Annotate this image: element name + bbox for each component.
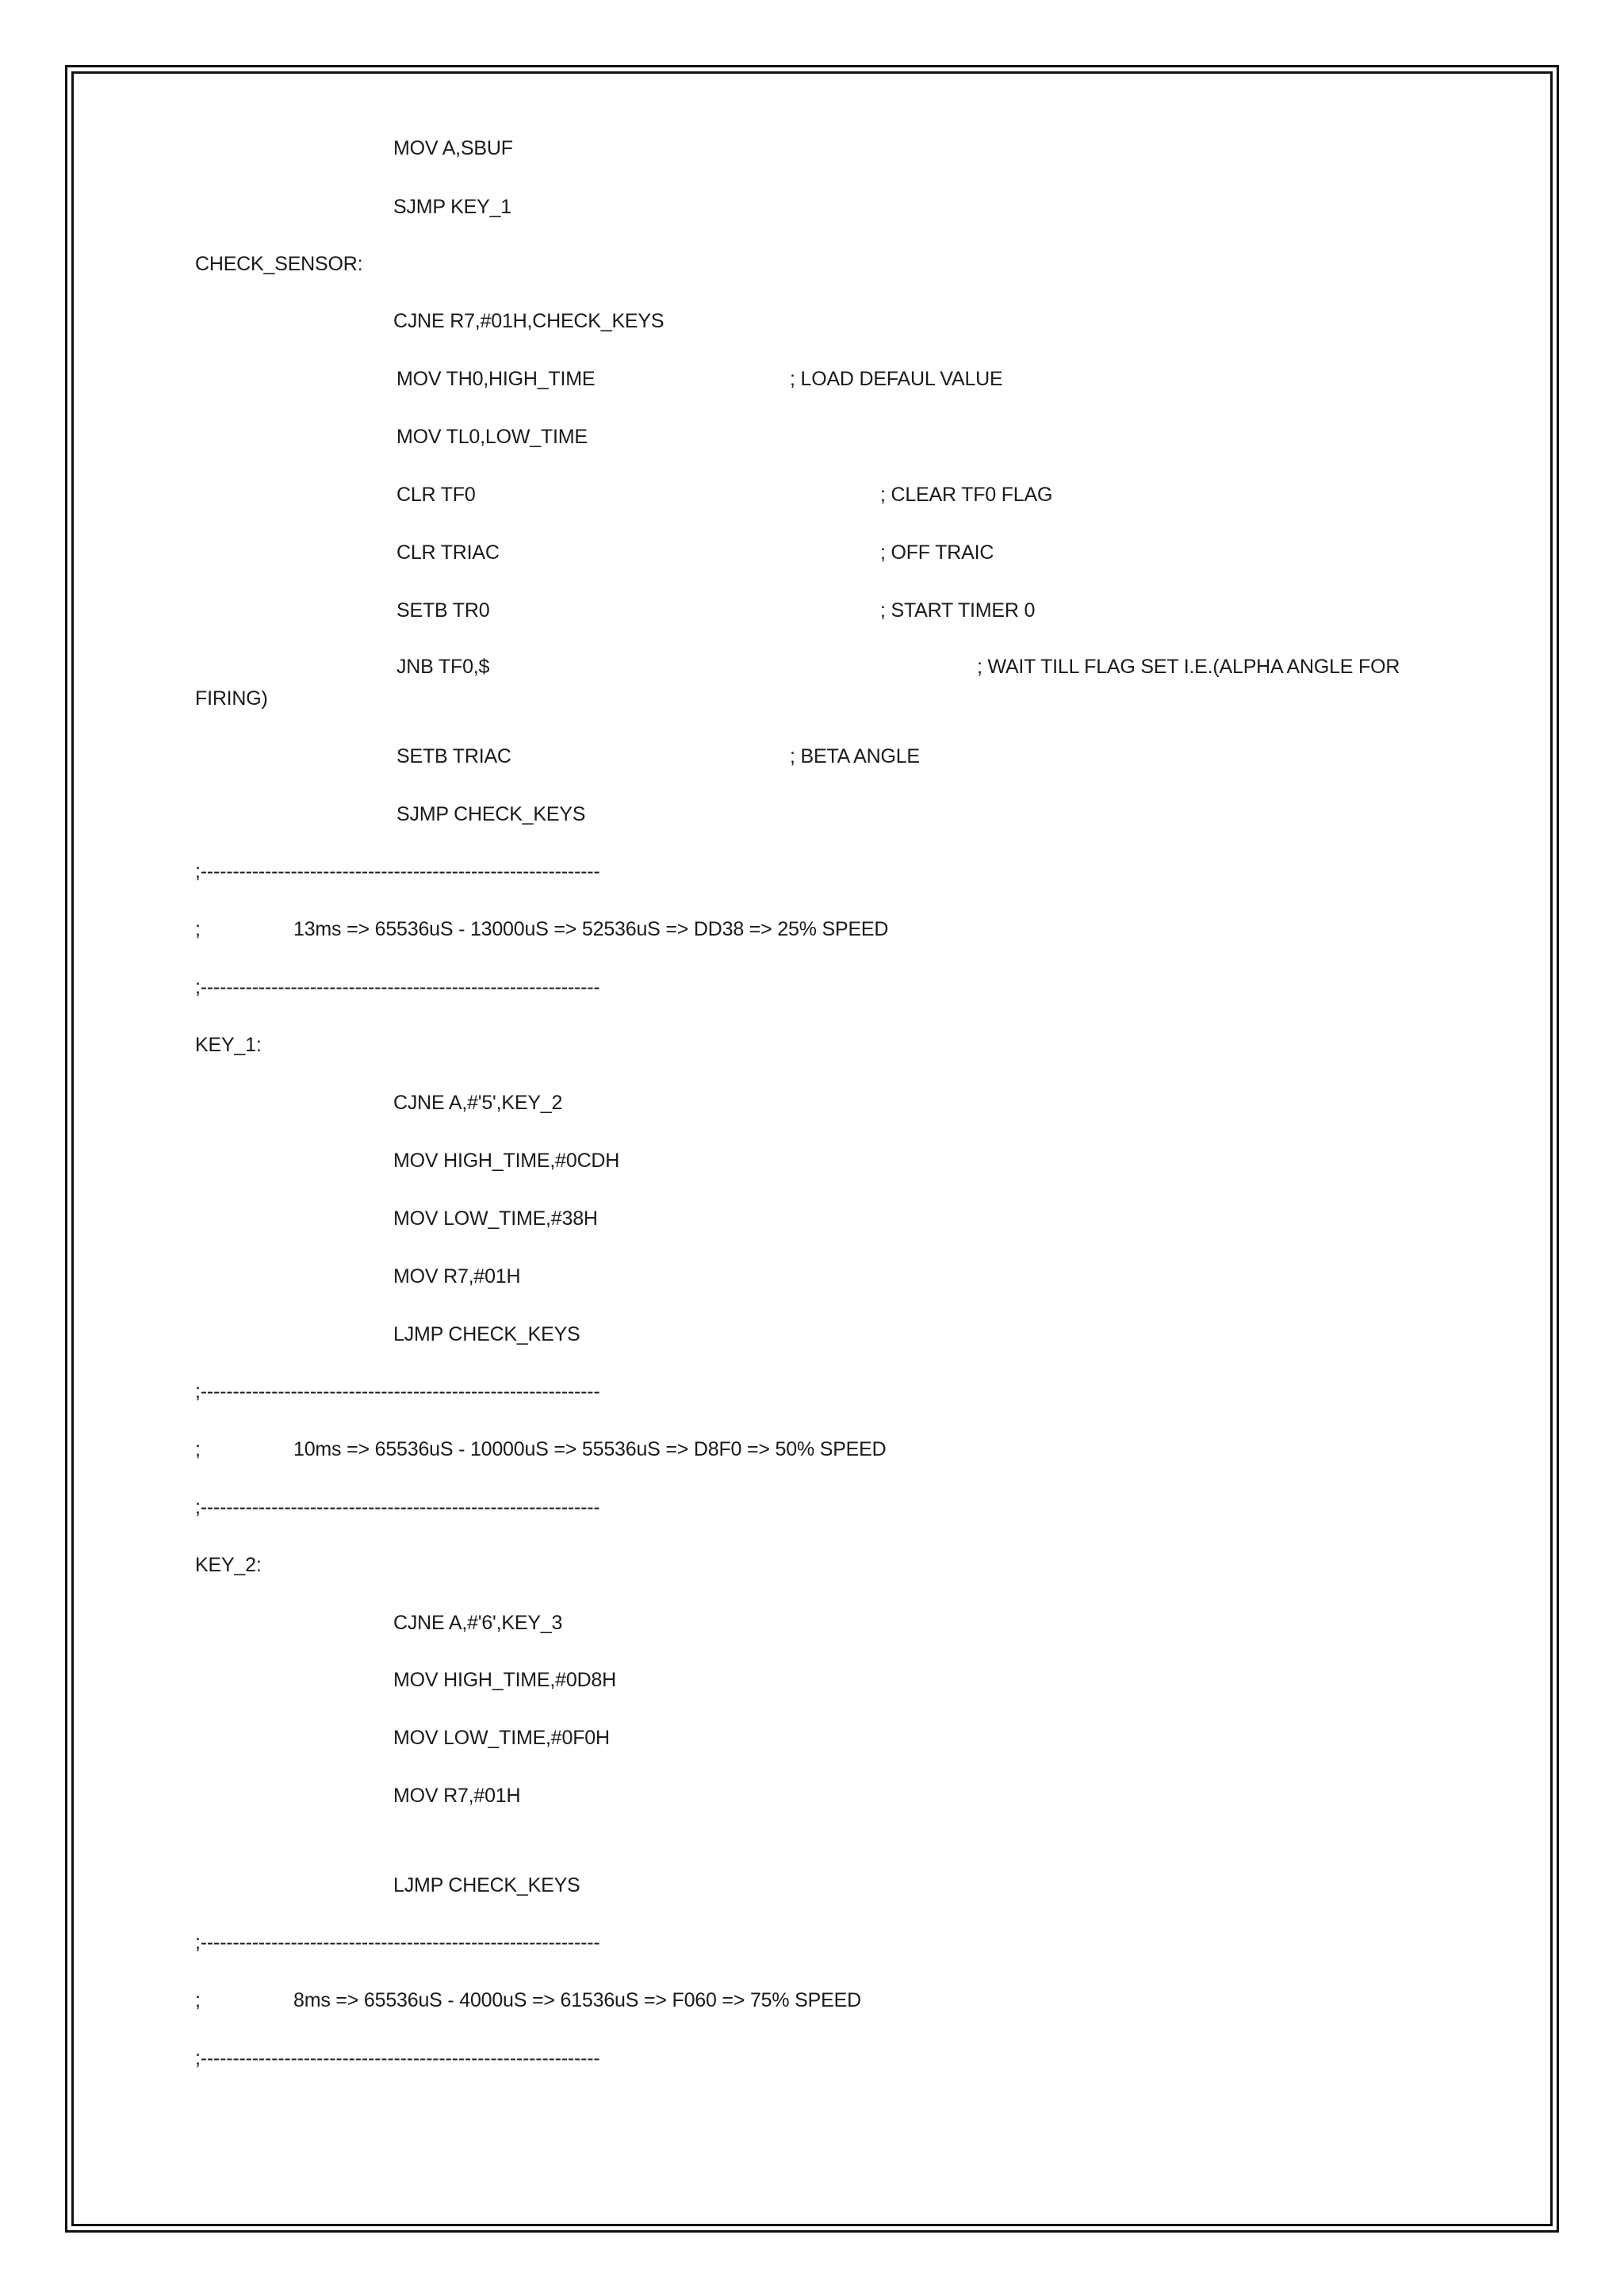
- code-line: FIRING): [195, 687, 268, 710]
- code-line: MOV HIGH_TIME,#0D8H: [393, 1669, 616, 1691]
- code-line: MOV R7,#01H: [393, 1785, 521, 1807]
- code-line: ;: [195, 1989, 201, 2011]
- code-comment: ; WAIT TILL FLAG SET I.E.(ALPHA ANGLE FOR: [977, 656, 1400, 678]
- code-comment: 8ms => 65536uS - 4000uS => 61536uS => F060 => 75% SPEED: [293, 1989, 861, 2011]
- code-line: LJMP CHECK_KEYS: [393, 1323, 580, 1345]
- code-line: CLR TF0: [396, 484, 476, 506]
- code-line: CJNE A,#'6',KEY_3: [393, 1612, 563, 1634]
- page-border-inner: [71, 71, 1553, 2226]
- code-line: KEY_2:: [195, 1554, 262, 1576]
- code-line: MOV LOW_TIME,#38H: [393, 1207, 598, 1230]
- code-line: SJMP KEY_1: [393, 196, 512, 218]
- separator-line: ;--------------------------------------------------------------: [195, 1931, 600, 1954]
- code-line: MOV A,SBUF: [393, 137, 513, 159]
- code-comment: ; CLEAR TF0 FLAG: [880, 484, 1053, 506]
- code-line: MOV R7,#01H: [393, 1265, 521, 1288]
- separator-line: ;--------------------------------------------------------------: [195, 1380, 600, 1402]
- code-comment: 10ms => 65536uS - 10000uS => 55536uS => D8F0 => 50% SPEED: [293, 1438, 887, 1460]
- code-line: MOV TL0,LOW_TIME: [396, 426, 588, 448]
- code-line: MOV TH0,HIGH_TIME: [396, 368, 596, 390]
- code-line: JNB TF0,$: [396, 656, 490, 678]
- code-comment: 13ms => 65536uS - 13000uS => 52536uS => DD38 => 25% SPEED: [293, 918, 889, 940]
- code-comment: ; BETA ANGLE: [790, 745, 920, 767]
- code-line: CLR TRIAC: [396, 541, 500, 564]
- code-line: ;: [195, 1438, 201, 1460]
- code-line: MOV HIGH_TIME,#0CDH: [393, 1150, 620, 1172]
- separator-line: ;--------------------------------------------------------------: [195, 2047, 600, 2069]
- code-line: ;: [195, 918, 201, 940]
- code-line: CJNE R7,#01H,CHECK_KEYS: [393, 310, 665, 332]
- separator-line: ;--------------------------------------------------------------: [195, 976, 600, 998]
- code-line: CJNE A,#'5',KEY_2: [393, 1092, 563, 1114]
- code-line: SJMP CHECK_KEYS: [396, 803, 586, 825]
- code-line: SETB TRIAC: [396, 745, 511, 767]
- code-comment: ; START TIMER 0: [880, 599, 1036, 622]
- separator-line: ;--------------------------------------------------------------: [195, 860, 600, 882]
- code-line: KEY_1:: [195, 1034, 262, 1056]
- code-line: CHECK_SENSOR:: [195, 253, 363, 275]
- code-line: SETB TR0: [396, 599, 490, 622]
- code-line: LJMP CHECK_KEYS: [393, 1874, 580, 1896]
- code-comment: ; LOAD DEFAUL VALUE: [790, 368, 1003, 390]
- separator-line: ;--------------------------------------------------------------: [195, 1496, 600, 1518]
- code-line: MOV LOW_TIME,#0F0H: [393, 1727, 610, 1749]
- code-comment: ; OFF TRAIC: [880, 541, 994, 564]
